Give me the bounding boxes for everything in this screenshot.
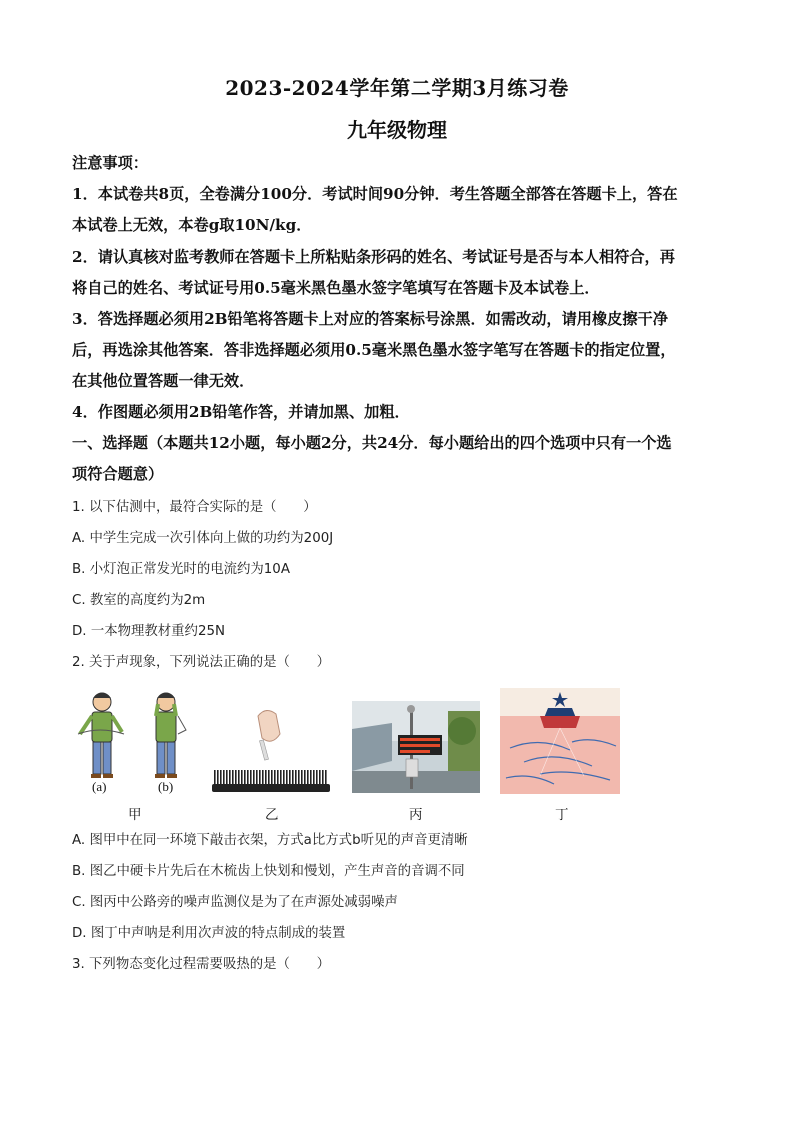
question-1-option-a: A. 中学生完成一次引体向上做的功约为200J (72, 531, 334, 546)
question-1-stem: 1. 以下估测中，最符合实际的是（ ） (72, 500, 317, 515)
question-2-option-b: B. 图乙中硬卡片先后在木梳齿上快划和慢划，产生声音的音调不同 (72, 864, 465, 879)
question-1-option-b: B. 小灯泡正常发光时的电流约为10A (72, 562, 290, 577)
note-line: 3．答选择题必须用2B铅笔将答题卡上对应的答案标号涂黑．如需改动，请用橡皮擦干净 (72, 310, 668, 328)
question-2-stem: 2. 关于声现象，下列说法正确的是（ ） (72, 655, 331, 670)
question-1-option-c: C. 教室的高度约为2m (72, 593, 206, 608)
question-2-option-d: D. 图丁中声呐是利用次声波的特点制成的装置 (72, 926, 346, 941)
figure-bing (352, 701, 480, 793)
note-line: 本试卷上无效，本卷g取10N/kg． (72, 216, 312, 234)
exam-subtitle: 九年级物理 (347, 118, 447, 142)
figure-bing-caption: 丙 (409, 807, 423, 822)
note-line: 4．作图题必须用2B铅笔作答，并请加黑、加粗． (72, 403, 410, 421)
note-line: 1．本试卷共8页，全卷满分100分．考试时间90分钟．考生答题全部答在答题卡上，答在 (72, 185, 678, 203)
section-heading: 一、选择题（本题共12小题，每小题2分，共24分．每小题给出的四个选项中只有一个选 (72, 434, 672, 452)
figure-ding (500, 688, 620, 794)
figure-yi-caption: 乙 (265, 807, 279, 822)
figure-jia-label-a: (a) (92, 779, 107, 794)
note-line: 将自己的姓名、考试证号用0.5毫米黑色墨水签字笔填写在答题卡及本试卷上． (72, 279, 600, 297)
question-1-option-d: D. 一本物理教材重约25N (72, 624, 226, 639)
question-2-option-a: A. 图甲中在同一环境下敲击衣架，方式a比方式b听见的声音更清晰 (72, 833, 468, 848)
note-line: 2．请认真核对监考教师在答题卡上所粘贴条形码的姓名、考试证号是否与本人相符合，再 (72, 248, 675, 266)
question-3-stem: 3. 下列物态变化过程需要吸热的是（ ） (72, 957, 331, 972)
figure-ding-caption: 丁 (555, 807, 569, 822)
question-2-option-c: C. 图丙中公路旁的噪声监测仪是为了在声源处减弱噪声 (72, 895, 398, 910)
note-line: 后，再选涂其他答案．答非选择题必须用0.5毫米黑色墨水签字笔写在答题卡的指定位置， (72, 341, 676, 359)
note-line: 在其他位置答题一律无效． (72, 372, 255, 390)
notes-heading: 注意事项： (72, 154, 148, 172)
section-heading-cont: 项符合题意） (72, 465, 164, 483)
figure-jia-label-b: (b) (158, 779, 174, 794)
exam-title: 2023-2024学年第二学期3月练习卷 (225, 76, 569, 100)
figure-yi (210, 686, 332, 796)
figure-jia-caption: 甲 (128, 807, 142, 822)
